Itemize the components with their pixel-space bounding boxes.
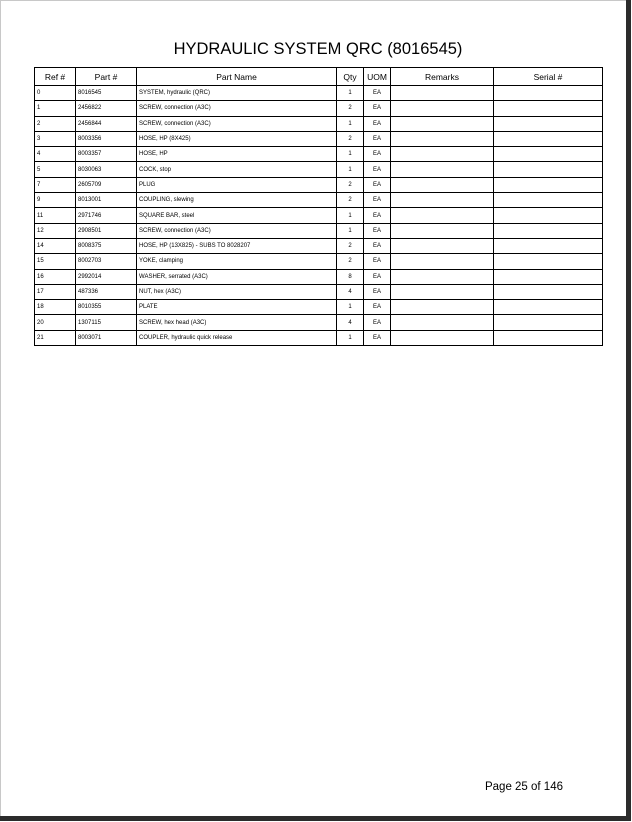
cell-ref: 20 [35, 315, 76, 330]
cell-part-number: 8003357 [76, 147, 137, 162]
cell-part-name: WASHER, serrated (A3C) [137, 269, 337, 284]
cell-uom: EA [364, 315, 391, 330]
cell-serial [494, 208, 603, 223]
cell-part-number: 8016545 [76, 86, 137, 101]
cell-part-name: SCREW, hex head (A3C) [137, 315, 337, 330]
cell-remarks [391, 147, 494, 162]
cell-part-name: SQUARE BAR, steel [137, 208, 337, 223]
cell-serial [494, 162, 603, 177]
cell-remarks [391, 223, 494, 238]
cell-part-name: COUPLING, slewing [137, 193, 337, 208]
header-remarks: Remarks [391, 68, 494, 86]
cell-part-name: SYSTEM, hydraulic (QRC) [137, 86, 337, 101]
cell-ref: 12 [35, 223, 76, 238]
cell-remarks [391, 116, 494, 131]
cell-qty: 2 [337, 254, 364, 269]
header-ref: Ref # [35, 68, 76, 86]
cell-uom: EA [364, 193, 391, 208]
cell-serial [494, 131, 603, 146]
cell-qty: 2 [337, 101, 364, 116]
cell-qty: 4 [337, 315, 364, 330]
cell-serial [494, 86, 603, 101]
cell-uom: EA [364, 284, 391, 299]
table-row [35, 86, 603, 101]
cell-qty: 1 [337, 162, 364, 177]
cell-qty: 4 [337, 284, 364, 299]
cell-remarks [391, 193, 494, 208]
cell-qty: 1 [337, 208, 364, 223]
cell-qty: 1 [337, 86, 364, 101]
cell-uom: EA [364, 86, 391, 101]
cell-uom: EA [364, 254, 391, 269]
cell-part-number: 8003356 [76, 131, 137, 146]
table-row [35, 193, 603, 208]
cell-remarks [391, 315, 494, 330]
cell-qty: 2 [337, 131, 364, 146]
cell-remarks [391, 101, 494, 116]
cell-serial [494, 147, 603, 162]
parts-table [34, 67, 603, 346]
cell-remarks [391, 300, 494, 315]
cell-part-name: HOSE, HP (13X825) - SUBS TO 8028207 [137, 238, 337, 253]
table-row [35, 116, 603, 131]
cell-remarks [391, 162, 494, 177]
cell-uom: EA [364, 269, 391, 284]
cell-uom: EA [364, 330, 391, 345]
cell-part-number: 8003071 [76, 330, 137, 345]
cell-ref: 1 [35, 101, 76, 116]
cell-part-number: 2456844 [76, 116, 137, 131]
cell-part-name: COCK, stop [137, 162, 337, 177]
cell-qty: 8 [337, 269, 364, 284]
cell-part-name: YOKE, clamping [137, 254, 337, 269]
page-edge-top [0, 0, 626, 1]
cell-part-number: 2971746 [76, 208, 137, 223]
cell-part-number: 8030063 [76, 162, 137, 177]
cell-uom: EA [364, 208, 391, 223]
cell-part-number: 2992014 [76, 269, 137, 284]
cell-ref: 7 [35, 177, 76, 192]
cell-part-name: SCREW, connection (A3C) [137, 116, 337, 131]
cell-qty: 2 [337, 238, 364, 253]
cell-part-name: HOSE, HP (8X425) [137, 131, 337, 146]
cell-serial [494, 330, 603, 345]
cell-ref: 11 [35, 208, 76, 223]
table-row [35, 147, 603, 162]
cell-serial [494, 116, 603, 131]
cell-part-number: 2908501 [76, 223, 137, 238]
cell-part-name: COUPLER, hydraulic quick release [137, 330, 337, 345]
cell-ref: 18 [35, 300, 76, 315]
page-title: HYDRAULIC SYSTEM QRC (8016545) [173, 40, 463, 58]
table-row [35, 177, 603, 192]
header-qty: Qty [337, 68, 364, 86]
cell-ref: 5 [35, 162, 76, 177]
cell-part-name: PLUG [137, 177, 337, 192]
header-part-number: Part # [76, 68, 137, 86]
table-row [35, 131, 603, 146]
cell-part-number: 8013001 [76, 193, 137, 208]
table-row [35, 330, 603, 345]
cell-uom: EA [364, 223, 391, 238]
cell-remarks [391, 238, 494, 253]
cell-part-number: 8008375 [76, 238, 137, 253]
page-number: Page 25 of 146 [484, 781, 563, 793]
cell-part-name: PLATE [137, 300, 337, 315]
cell-part-number: 2456822 [76, 101, 137, 116]
table-row [35, 300, 603, 315]
cell-serial [494, 101, 603, 116]
cell-serial [494, 193, 603, 208]
cell-remarks [391, 131, 494, 146]
cell-part-name: HOSE, HP [137, 147, 337, 162]
cell-remarks [391, 254, 494, 269]
cell-qty: 1 [337, 116, 364, 131]
cell-part-number: 8002703 [76, 254, 137, 269]
cell-part-number: 487336 [76, 284, 137, 299]
cell-qty: 2 [337, 177, 364, 192]
cell-remarks [391, 208, 494, 223]
table-row [35, 162, 603, 177]
header-part-name: Part Name [137, 68, 337, 86]
cell-ref: 3 [35, 131, 76, 146]
cell-qty: 1 [337, 330, 364, 345]
table-row [35, 101, 603, 116]
table-row [35, 238, 603, 253]
cell-uom: EA [364, 147, 391, 162]
cell-serial [494, 300, 603, 315]
cell-qty: 2 [337, 193, 364, 208]
table-row [35, 223, 603, 238]
page-edge-left [0, 0, 1, 816]
table-header-row [35, 68, 603, 86]
cell-ref: 4 [35, 147, 76, 162]
cell-ref: 9 [35, 193, 76, 208]
cell-part-number: 1307115 [76, 315, 137, 330]
cell-serial [494, 284, 603, 299]
cell-uom: EA [364, 162, 391, 177]
cell-qty: 1 [337, 223, 364, 238]
cell-part-name: NUT, hex (A3C) [137, 284, 337, 299]
cell-uom: EA [364, 177, 391, 192]
cell-qty: 1 [337, 147, 364, 162]
cell-part-name: SCREW, connection (A3C) [137, 101, 337, 116]
cell-serial [494, 223, 603, 238]
cell-serial [494, 238, 603, 253]
cell-ref: 16 [35, 269, 76, 284]
cell-ref: 0 [35, 86, 76, 101]
cell-remarks [391, 177, 494, 192]
table-row [35, 254, 603, 269]
cell-ref: 17 [35, 284, 76, 299]
cell-ref: 21 [35, 330, 76, 345]
header-serial: Serial # [494, 68, 603, 86]
cell-remarks [391, 284, 494, 299]
cell-remarks [391, 330, 494, 345]
table-row [35, 284, 603, 299]
table-row [35, 315, 603, 330]
cell-uom: EA [364, 131, 391, 146]
cell-serial [494, 269, 603, 284]
cell-qty: 1 [337, 300, 364, 315]
cell-remarks [391, 269, 494, 284]
cell-uom: EA [364, 300, 391, 315]
cell-serial [494, 315, 603, 330]
cell-ref: 15 [35, 254, 76, 269]
cell-part-name: SCREW, connection (A3C) [137, 223, 337, 238]
cell-remarks [391, 86, 494, 101]
header-uom: UOM [364, 68, 391, 86]
cell-part-number: 8010355 [76, 300, 137, 315]
cell-serial [494, 254, 603, 269]
cell-uom: EA [364, 101, 391, 116]
table-row [35, 208, 603, 223]
cell-uom: EA [364, 238, 391, 253]
cell-serial [494, 177, 603, 192]
cell-uom: EA [364, 116, 391, 131]
cell-part-number: 2605709 [76, 177, 137, 192]
cell-ref: 2 [35, 116, 76, 131]
cell-ref: 14 [35, 238, 76, 253]
table-row [35, 269, 603, 284]
